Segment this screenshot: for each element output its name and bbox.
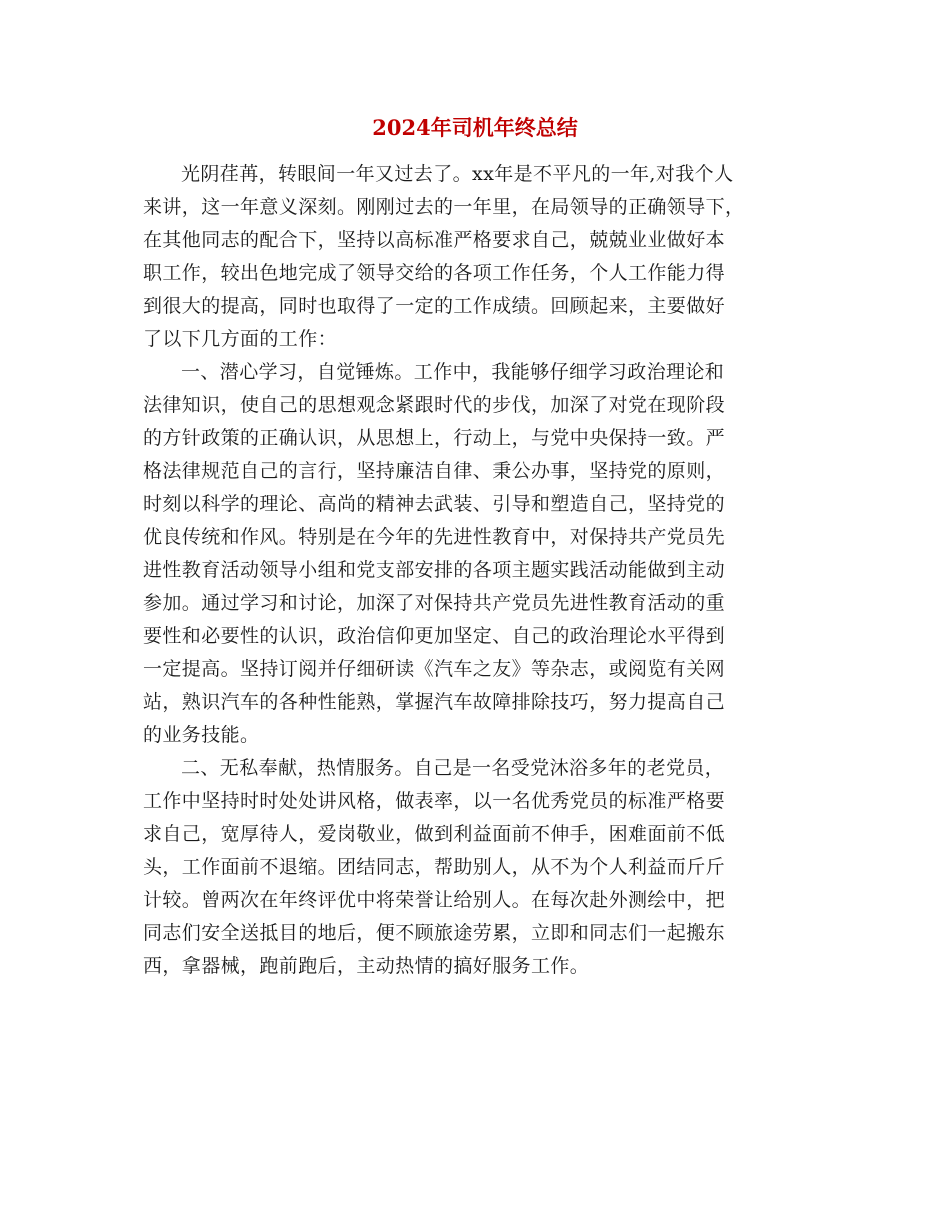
document-title: 2024年司机年终总结 bbox=[372, 115, 578, 140]
text-line: 站，熟识汽车的各种性能熟，掌握汽车故障排除技巧，努力提高自己 bbox=[143, 691, 726, 713]
text-line: 了以下几方面的工作： bbox=[143, 328, 338, 350]
text-line: 的方针政策的正确认识，从思想上，行动上，与党中央保持一致。严 bbox=[143, 427, 726, 449]
text-line: 工作中坚持时时处处讲风格，做表率，以一名优秀党员的标准严格要 bbox=[143, 790, 726, 812]
text-line: 参加。通过学习和讨论，加深了对保持共产党员先进性教育活动的重 bbox=[143, 592, 726, 614]
text-line: 求自己，宽厚待人，爱岗敬业，做到利益面前不伸手，困难面前不低 bbox=[143, 823, 726, 845]
text-line: 进性教育活动领导小组和党支部安排的各项主题实践活动能做到主动 bbox=[143, 559, 726, 581]
text-line: 法律知识，使自己的思想观念紧跟时代的步伐，加深了对党在现阶段 bbox=[143, 394, 726, 416]
text-line: 要性和必要性的认识，政治信仰更加坚定、自己的政治理论水平得到 bbox=[143, 625, 726, 647]
text-line: 的业务技能。 bbox=[143, 724, 260, 746]
text-line: 计较。曾两次在年终评优中将荣誉让给别人。在每次赴外测绘中，把 bbox=[143, 889, 726, 911]
text-line: 职工作，较出色地完成了领导交给的各项工作任务，个人工作能力得 bbox=[143, 262, 726, 284]
text-line: 二、无私奉献，热情服务。自己是一名受党沐浴多年的老党员， bbox=[181, 757, 725, 779]
text-line: 优良传统和作风。特别是在今年的先进性教育中，对保持共产党员先 bbox=[143, 526, 726, 548]
text-line: 光阴荏苒，转眼间一年又过去了。xx年是不平凡的一年,对我个人 bbox=[181, 163, 734, 185]
text-line: 格法律规范自己的言行，坚持廉洁自律、秉公办事，坚持党的原则， bbox=[143, 460, 726, 482]
document-body bbox=[143, 158, 813, 983]
text-line: 头，工作面前不退缩。团结同志，帮助别人，从不为个人利益而斤斤 bbox=[143, 856, 726, 878]
text-line: 到很大的提高，同时也取得了一定的工作成绩。回顾起来，主要做好 bbox=[143, 295, 726, 317]
text-line: 西，拿器械，跑前跑后，主动热情的搞好服务工作。 bbox=[143, 955, 590, 977]
text-line: 来讲，这一年意义深刻。刚刚过去的一年里，在局领导的正确领导下， bbox=[143, 196, 745, 218]
text-line: 同志们安全送抵目的地后，便不顾旅途劳累，立即和同志们一起搬东 bbox=[143, 922, 726, 944]
text-line: 在其他同志的配合下，坚持以高标准严格要求自己，兢兢业业做好本 bbox=[143, 229, 726, 251]
text-line: 时刻以科学的理论、高尚的精神去武装、引导和塑造自己，坚持党的 bbox=[143, 493, 726, 515]
text-line: 一、潜心学习，自觉锤炼。工作中，我能够仔细学习政治理论和 bbox=[181, 361, 725, 383]
text-line: 一定提高。坚持订阅并仔细研读《汽车之友》等杂志，或阅览有关网 bbox=[143, 658, 726, 680]
